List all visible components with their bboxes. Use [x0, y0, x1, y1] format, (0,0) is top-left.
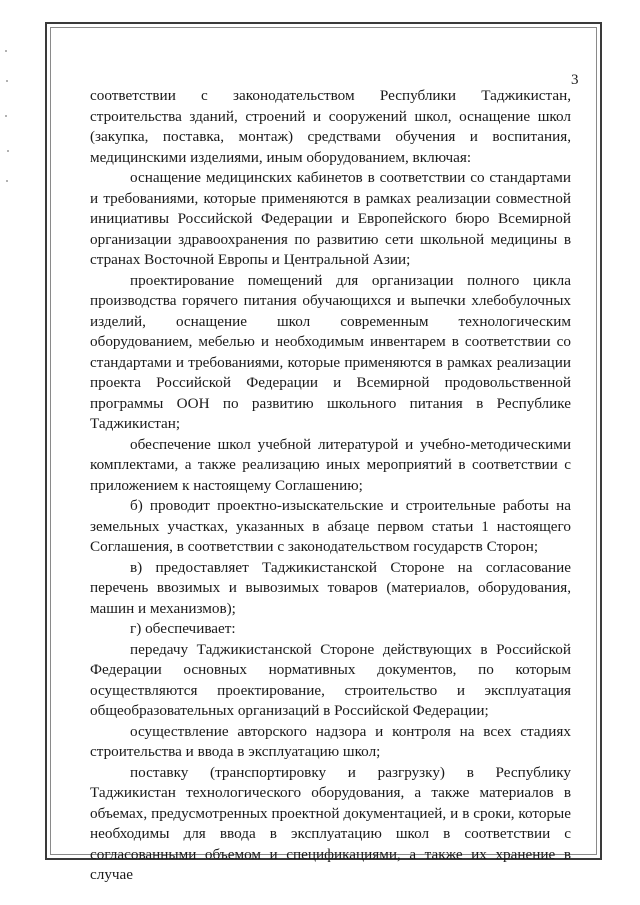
document-body	[90, 86, 571, 886]
paragraph-supervision: осуществление авторского надзора и контроля на всех стадиях строительства и ввода в эксплуатацию школ;	[90, 722, 571, 760]
paragraph-catering-design: проектирование помещений для организации полного цикла производства горячего питания обучающихся и выпечки хлебобулочных изделий, оснащение школ современным технологическим оборудованием, мебелью и необходимым инвентарем в соответствии со стандартами и требованиями, которые применяются в рамках реализации проекта Российской Федерации и Всемирной продовольственной программы ООН по развитию школьного питания в Республике Таджикистан;	[90, 271, 571, 432]
paragraph-intro-continuation: соответствии с законодательством Республики Таджикистан, строительства зданий, строений и сооружений школ, оснащение школ (закупка, поставка, монтаж) средствами обучения и воспитания, медицинскими изделиями, иным оборудованием, включая:	[90, 87, 571, 166]
paragraph-item-g: г) обеспечивает:	[130, 620, 236, 637]
paragraph-equipment-supply: поставку (транспортировку и разгрузку) в Республику Таджикистан технологического оборудования, а также материалов в объемах, предусмотренных проектной документацией, и в сроки, которые необходимы для ввода в эксплуатацию школ в соответствии с согласованными объемом и спецификациями, а также их хранение в случае	[90, 763, 571, 883]
paragraph-medical-offices: оснащение медицинских кабинетов в соответствии со стандартами и требованиями, которые применяются в рамках реализации совместной инициативы Российской Федерации и Европейского бюро Всемирной организации здравоохранения по развитию сети школьной медицины в странах Восточной Европы и Центральной Азии;	[90, 169, 571, 268]
paragraph-textbooks: обеспечение школ учебной литературой и учебно-методическими комплектами, а также реализацию иных мероприятий в соответствии с приложением к настоящему Соглашению;	[90, 435, 571, 494]
paragraph-item-b: б) проводит проектно-изыскательские и строительные работы на земельных участках, указанных в абзаце первом статьи 1 настоящего Соглашения, в соответствии с законодательством государств Сторон;	[90, 497, 571, 555]
paragraph-normative-docs: передачу Таджикистанской Стороне действующих в Российской Федерации основных нормативных документов, по которым осуществляются проектирование, строительство и эксплуатация общеобразовательных организаций в Российской Федерации;	[90, 640, 571, 719]
page-number: 3	[571, 72, 579, 88]
paragraph-item-v: в) предоставляет Таджикистанской Стороне на согласование перечень ввозимых и вывозимых товаров (материалов, оборудования, машин и механизмов);	[90, 558, 571, 617]
scan-artifacts	[4, 40, 10, 200]
